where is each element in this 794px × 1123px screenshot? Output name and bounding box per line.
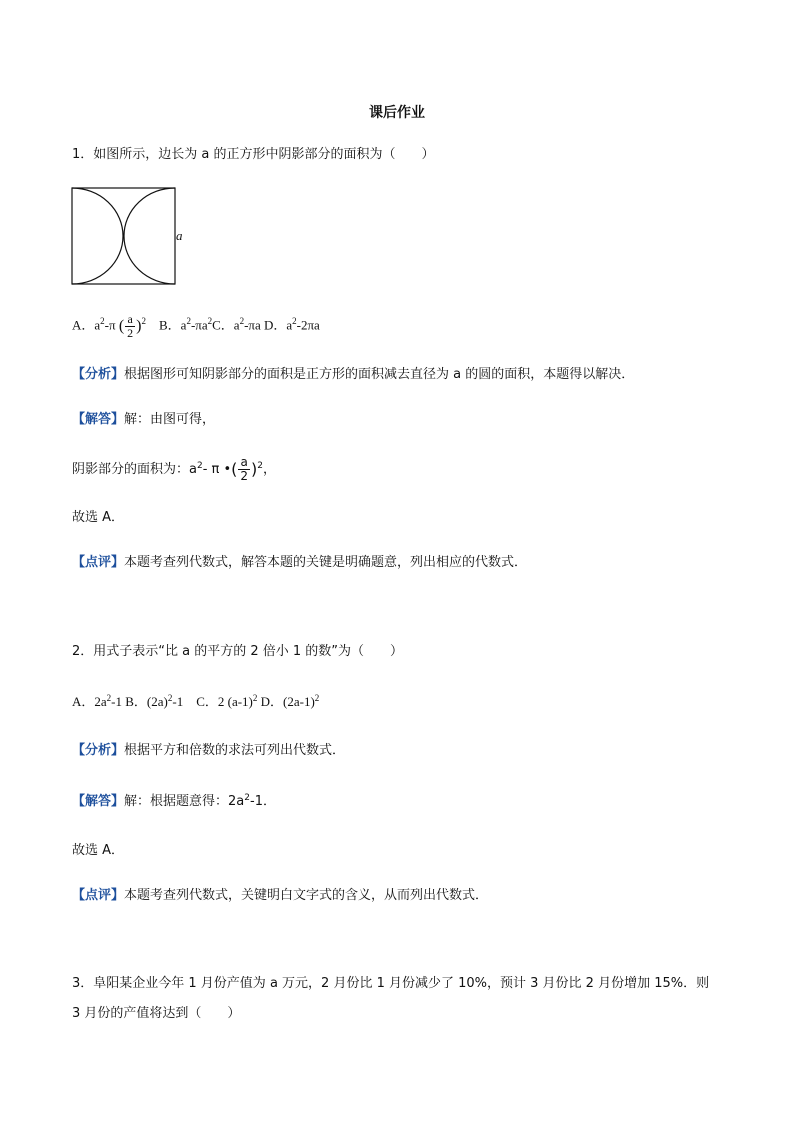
- question-1-stem: 1．如图所示，边长为 a 的正方形中阴影部分的面积为（ ）: [72, 147, 435, 162]
- figure-side-label: a: [176, 228, 183, 243]
- question-2-analysis: 【分析】根据平方和倍数的求法可列出代数式．: [72, 743, 346, 758]
- question-3-stem-line-2: 3 月份的产值将达到（ ）: [72, 1006, 241, 1021]
- question-1-analysis: 【分析】根据图形可知阴影部分的面积是正方形的面积减去直径为 a 的圆的面积，本题得以解决．: [72, 367, 635, 382]
- question-2-choice: 故选 A．: [72, 843, 125, 858]
- question-2-answer: 【解答】解：根据题意得：$2a^2-1$．: [72, 793, 276, 809]
- analysis-tag: 【分析】: [72, 743, 125, 758]
- comment-tag: 【点评】: [72, 888, 125, 903]
- question-3-stem-line-1: 3．阜阳某企业今年 1 月份产值为 a 万元，2 月份比 1 月份减少了 10%，预计 3 月份比 2 月份增加 15%．则: [72, 976, 710, 991]
- analysis-tag: 【分析】: [72, 367, 125, 382]
- question-2-comment: 【点评】本题考查列代数式，关键明白文字式的含义，从而列出代数式．: [72, 888, 489, 903]
- question-1-answer: 【解答】解：由图可得，: [72, 412, 216, 427]
- question-1-comment: 【点评】本题考查列代数式，解答本题的关键是明确题意，列出相应的代数式．: [72, 555, 528, 570]
- comment-tag: 【点评】: [72, 555, 125, 570]
- page-title: 课后作业: [369, 105, 425, 121]
- square-arcs-figure: [70, 186, 190, 286]
- question-2-options: A．$2a^2-1$ B．$(2a)^2-1$ C．2 $(a-1)^2$ D．$(2a-1)^2$: [72, 693, 320, 709]
- left-arc: [72, 188, 123, 284]
- question-1-choice: 故选 A．: [72, 510, 125, 525]
- question-1-options: A．$a^2-\pi$ ( $\frac{a}{2}$ )$^2$ B．$a^2-\pi a^2C$．$a^2-\pi a$ D．$a^2-2\pi a$: [72, 312, 320, 340]
- fraction-a-over-2: $\frac{a}{2}$: [127, 312, 134, 340]
- question-1-formula: 阴影部分的面积为：$a^2-$ π •( $\frac{a}{2}$ )$^2$，: [72, 455, 277, 483]
- right-arc: [124, 188, 175, 284]
- formula-fraction: $\frac{a}{2}$: [240, 455, 249, 483]
- question-2-stem: 2．用式子表示“比 a 的平方的 2 倍小 1 的数”为（ ）: [72, 644, 404, 659]
- answer-tag: 【解答】: [72, 794, 125, 809]
- answer-tag: 【解答】: [72, 412, 125, 427]
